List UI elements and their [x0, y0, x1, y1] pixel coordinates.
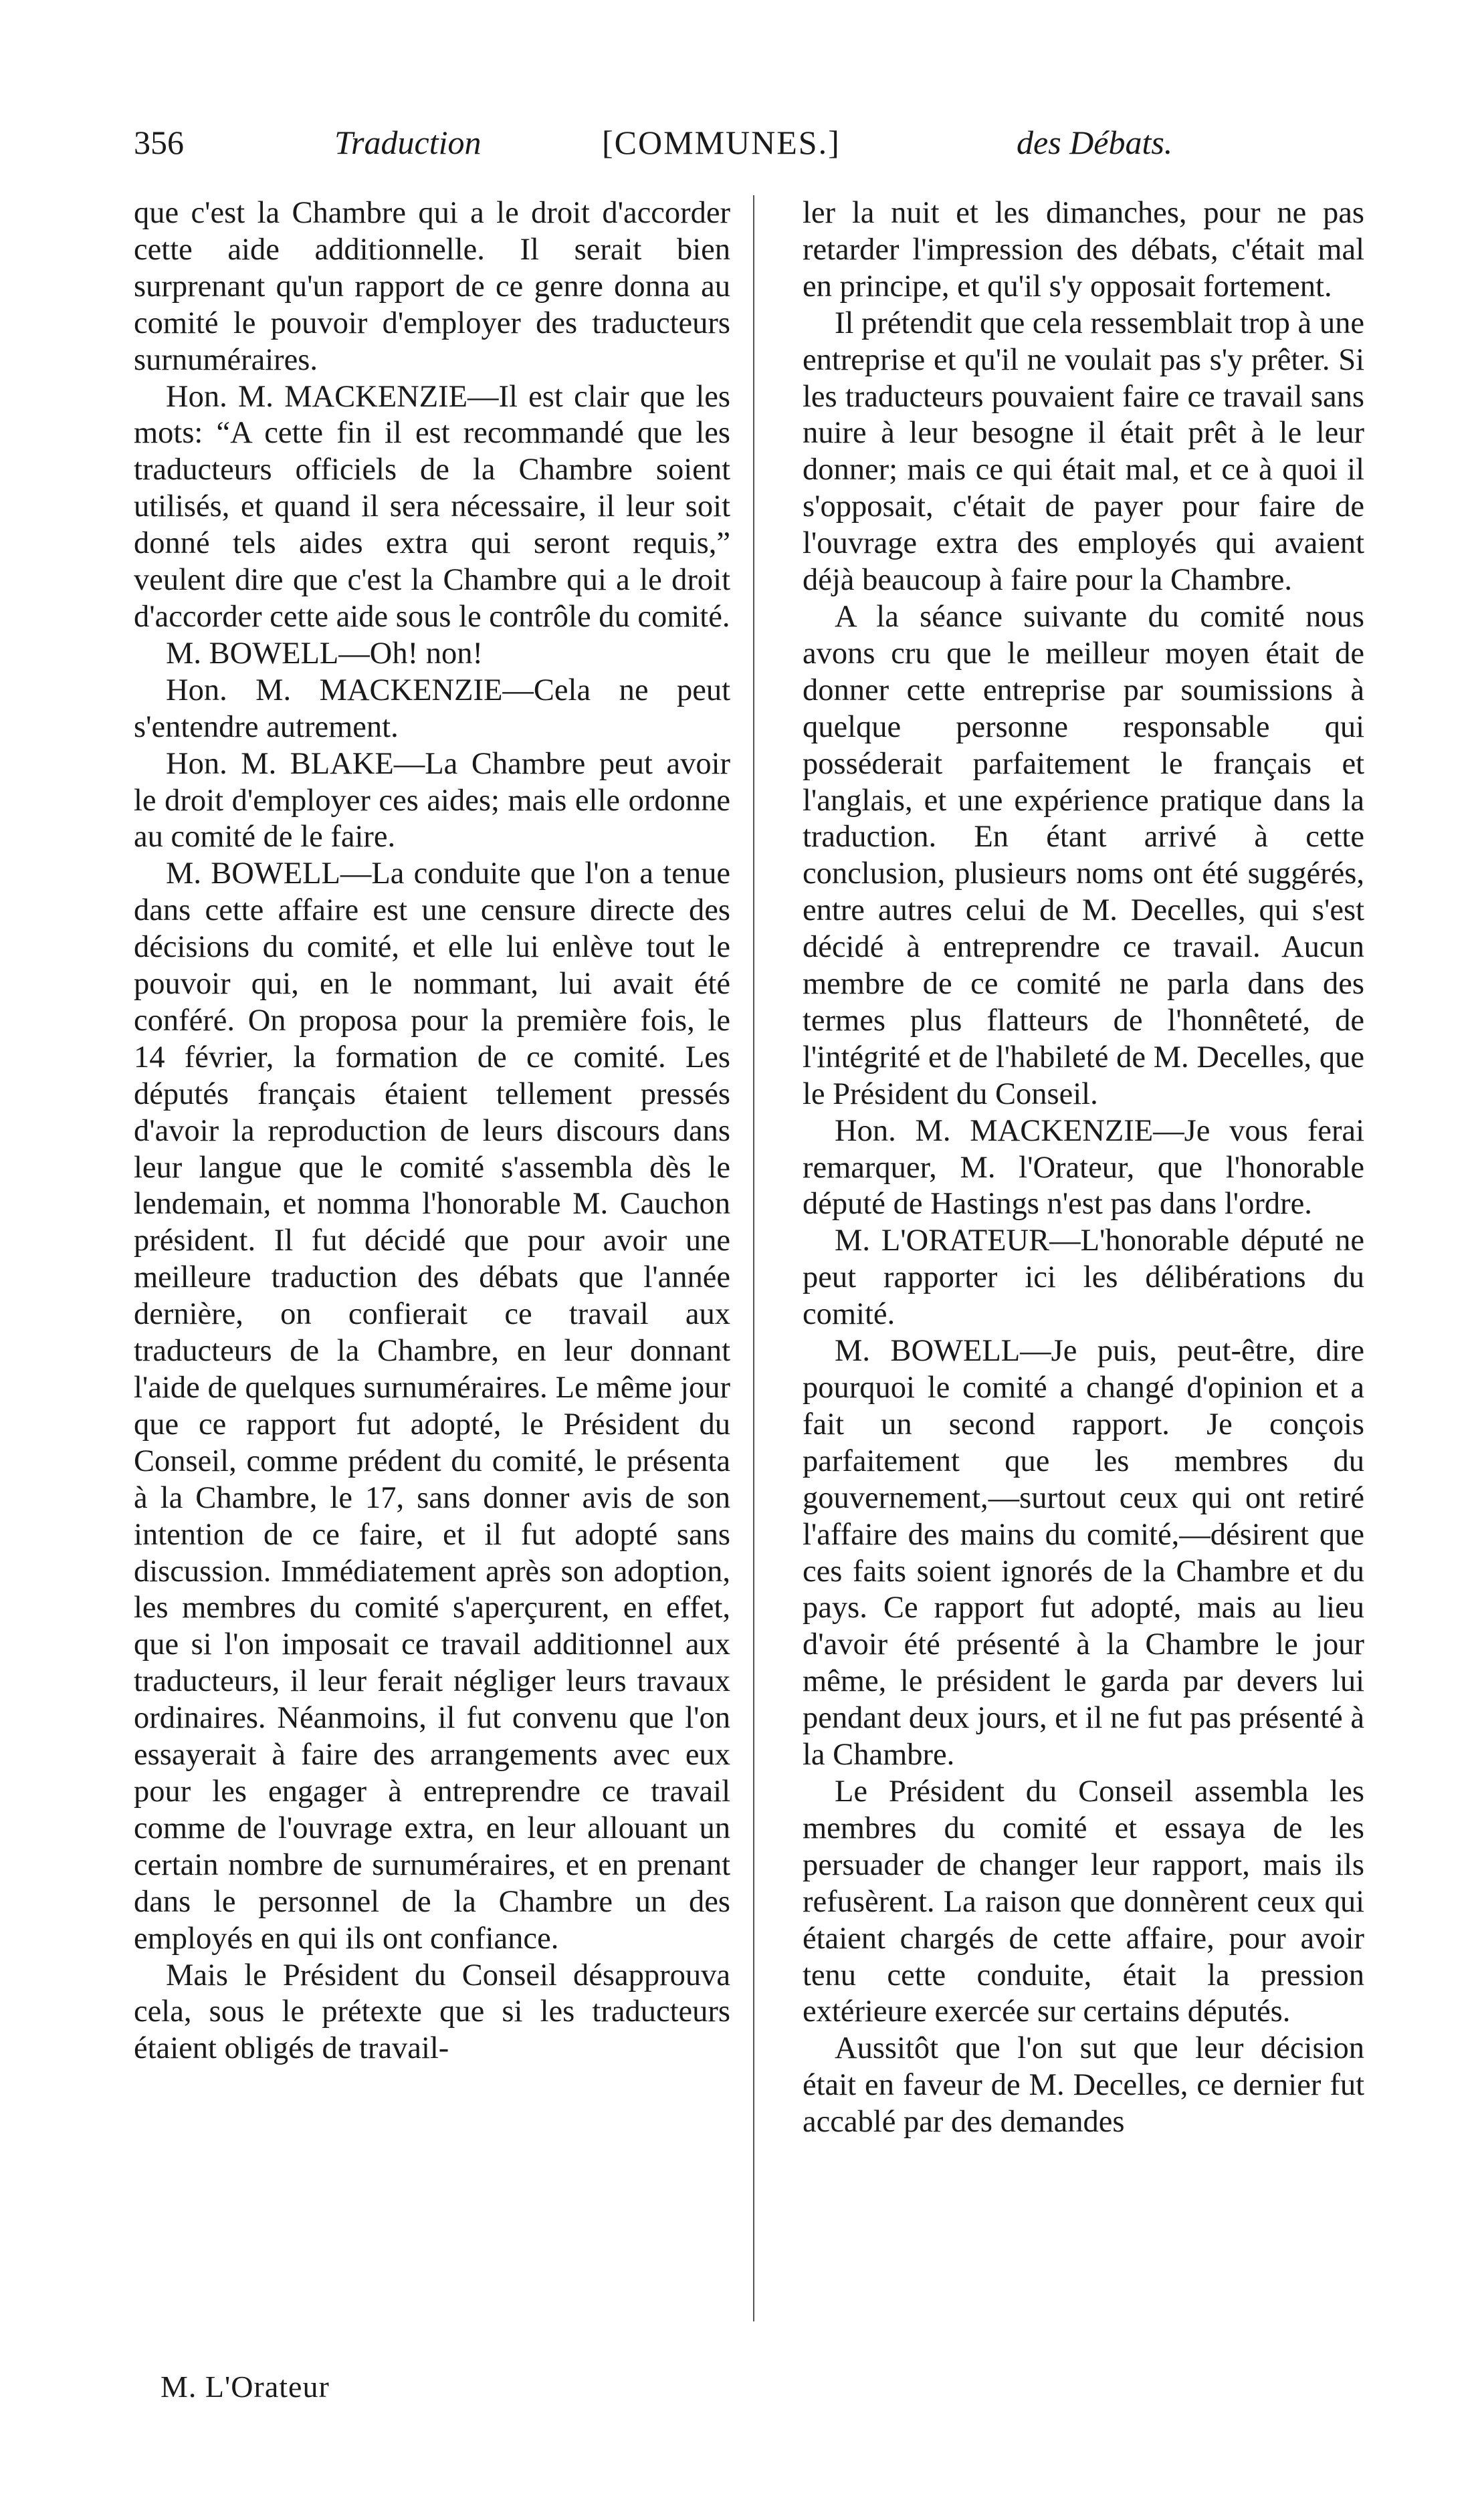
paragraph: A la séance suivante du comité nous avons cru que le meilleur moyen était de donner cette entreprise par soumissions à quelque personne responsable qui posséderait parfaitement le français et l'anglais, et une expérience pratique dans la traduction. En étant arrivé à cette conclusion, plusieurs noms ont été suggérés, entre autres celui de M. Decelles, qui s'est décidé à entreprendre ce travail. Aucun membre de ce comité ne parla dans des termes plus flatteurs de l'honnêteté, de l'intégrité et de l'habileté de M. Decelles, que le Président du Conseil.: [803, 599, 1364, 1111]
paragraph: que c'est la Chambre qui a le droit d'accorder cette aide additionnelle. Il serait bien surprenant qu'un rapport de ce genre donna au comité le pouvoir d'employer des traducteurs surnuméraires.: [134, 196, 730, 377]
paragraph: M. BOWELL—La conduite que l'on a tenue dans cette affaire est une censure directe des décisions du comité, et elle lui enlève tout le pouvoir qui, en le nommant, lui avait été conféré. On proposa pour la première fois, le 14 février, la formation de ce comité. Les députés français étaient tellement pressés d'avoir la reproduction de leurs discours dans leur langue que le comité s'assembla dès le lendemain, et nomma l'honorable M. Cauchon président. Il fut décidé que pour avoir une meilleure traduction des débats que l'année dernière, on confierait ce travail aux traducteurs de la Chambre, en leur donnant l'aide de quelques surnuméraires. Le même jour que ce rapport fut adopté, le Président du Conseil, comme prédent du comité, le présenta à la Chambre, le 17, sans donner avis de son intention de ce faire, et il fut adopté sans discussion. Immédiatement après son adoption, les membres du comité s'aperçurent, en effet, que si l'on imposait ce travail additionnel aux traducteurs, il leur ferait négliger leurs travaux ordinaires. Néanmoins, il fut convenu que l'on essayerait à faire des arrangements avec eux pour les engager à entreprendre ce travail comme de l'ouvrage extra, en leur allouant un certain nombre de surnuméraires, et en prenant dans le personnel de la Chambre un des employés en qui ils ont confiance.: [134, 856, 730, 1956]
page-footer-catchword: M. L'Orateur: [161, 2370, 330, 2404]
column-divider: [753, 195, 754, 2321]
paragraph: Hon. M. MACKENZIE—Cela ne peut s'entendre autrement.: [134, 673, 730, 744]
header-right-title: des Débats.: [1017, 124, 1173, 161]
left-column: [134, 195, 730, 2067]
header-left-title: Traduction: [334, 124, 482, 161]
paragraph: Hon. M. MACKENZIE—Je vous ferai remarquer, M. l'Orateur, que l'honorable député de Hastings n'est pas dans l'ordre.: [803, 1113, 1364, 1222]
paragraph: Mais le Président du Conseil désapprouva cela, sous le prétexte que si les traducteurs étaient obligés de travail-: [134, 1958, 730, 2066]
paragraph: M. L'ORATEUR—L'honorable député ne peut rapporter ici les délibérations du comité.: [803, 1224, 1364, 1332]
right-column: [803, 195, 1364, 2141]
paragraph: ler la nuit et les dimanches, pour ne pas retarder l'impression des débats, c'était mal en principe, et qu'il s'y opposait fortement.: [803, 196, 1364, 304]
paragraph: Hon. M. MACKENZIE—Il est clair que les mots: “A cette fin il est recommandé que les traducteurs officiels de la Chambre soient utilisés, et quand il sera nécessaire, il leur soit donné tels aides extra qui seront requis,” veulent dire que c'est la Chambre qui a le droit d'accorder cette aide sous le contrôle du comité.: [134, 379, 730, 634]
page-number: 356: [134, 124, 184, 161]
paragraph: Il prétendit que cela ressemblait trop à une entreprise et qu'il ne voulait pas s'y prêter. Si les traducteurs pouvaient faire ce travail sans nuire à leur besogne il était prêt à le leur donner; mais ce qui était mal, et ce à quoi il s'opposait, c'était de payer pour faire de l'ouvrage extra des employés qui avaient déjà beaucoup à faire pour la Chambre.: [803, 306, 1364, 598]
paragraph: Aussitôt que l'on sut que leur décision était en faveur de M. Decelles, ce dernier fut accablé par des demandes: [803, 2031, 1364, 2140]
page-header: [134, 119, 1271, 166]
paragraph: M. BOWELL—Je puis, peut-être, dire pourquoi le comité a changé d'opinion et a fait un second rapport. Je conçois parfaitement que les membres du gouvernement,—surtout ceux qui ont retiré l'affaire des mains du comité,—désirent que ces faits soient ignorés de la Chambre et du pays. Ce rapport fut adopté, mais au lieu d'avoir été présenté à la Chambre le jour même, le président le garda par devers lui pendant deux jours, et il ne fut pas présenté à la Chambre.: [803, 1334, 1364, 1772]
paragraph: M. BOWELL—Oh! non!: [166, 636, 483, 671]
header-center-title: [COMMUNES.]: [602, 124, 841, 161]
paragraph: Hon. M. BLAKE—La Chambre peut avoir le droit d'employer ces aides; mais elle ordonne au comité de le faire.: [134, 746, 730, 854]
paragraph: Le Président du Conseil assembla les membres du comité et essaya de les persuader de changer leur rapport, mais ils refusèrent. La raison que donnèrent ceux qui étaient chargés de cette affaire, pour avoir tenu cette conduite, était la pression extérieure exercée sur certains députés.: [803, 1774, 1364, 2029]
